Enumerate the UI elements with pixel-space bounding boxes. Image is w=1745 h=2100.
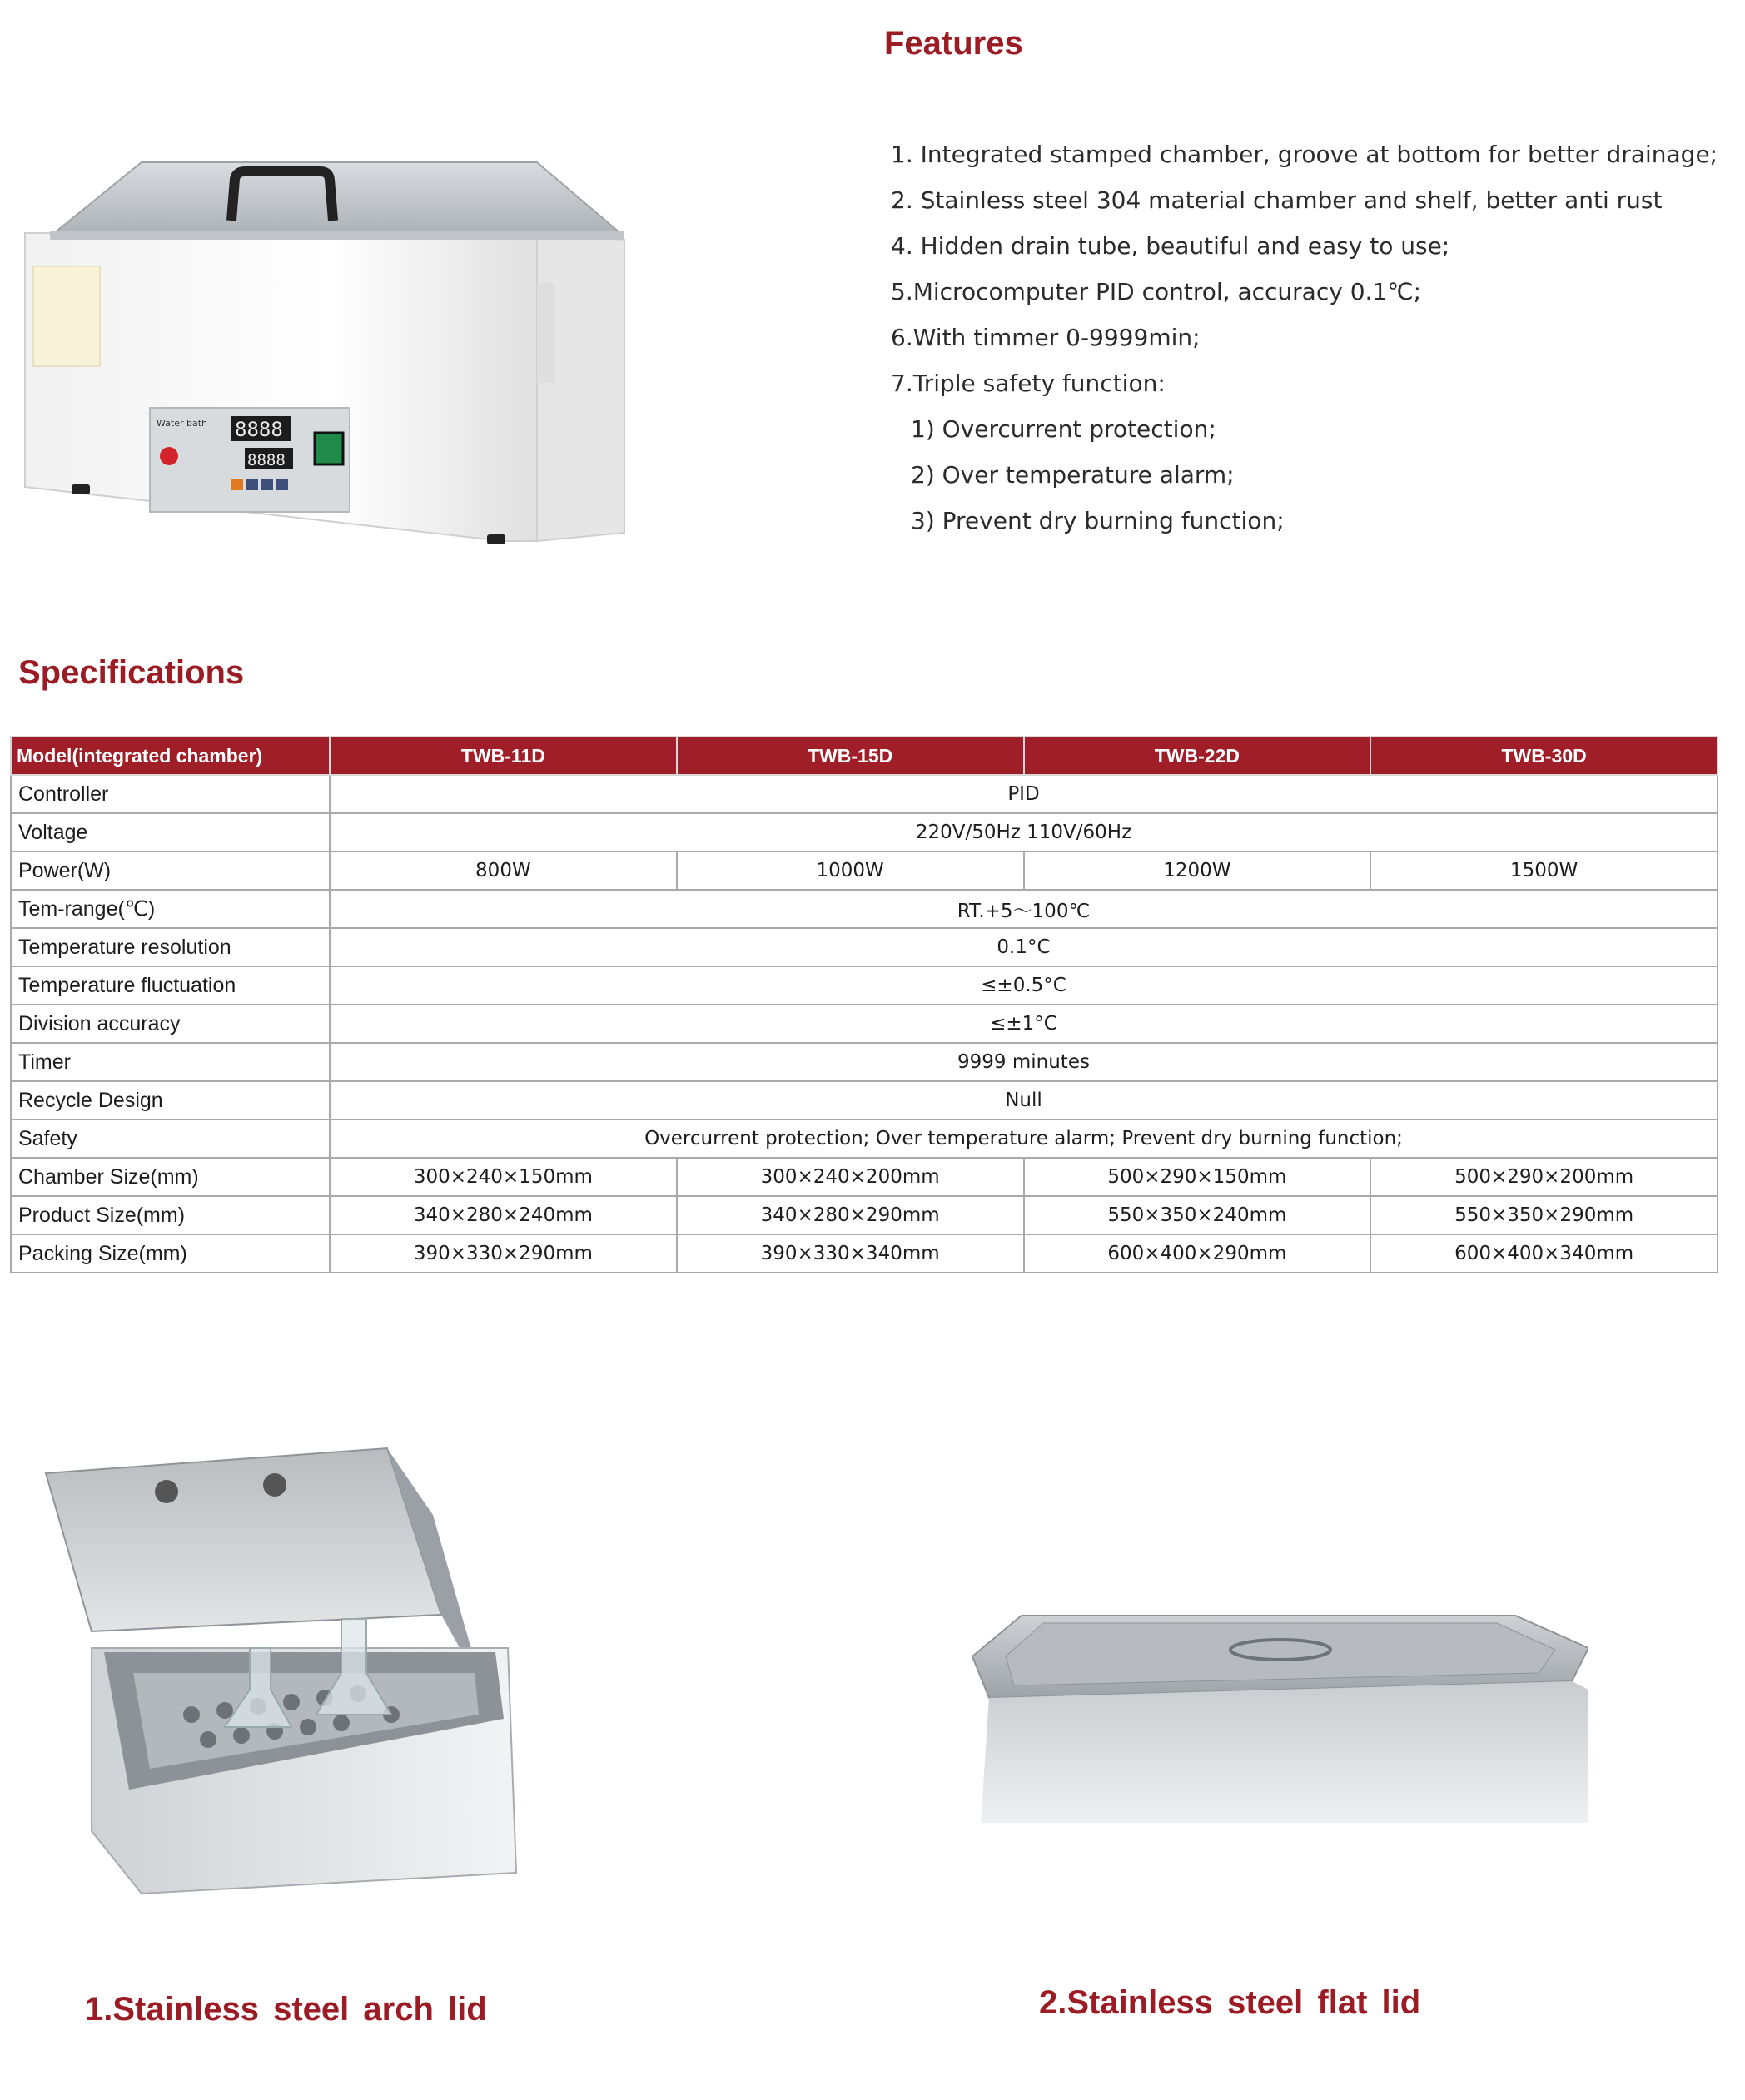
table-row <box>11 1158 1718 1196</box>
header-cell: Model(integrated chamber) <box>11 737 330 775</box>
feature-item: 2. Stainless steel 304 material chamber and shelf, better anti rust <box>891 186 1663 214</box>
row-value: Null <box>330 1081 1718 1120</box>
row-value: ≤±0.5°C <box>330 966 1718 1005</box>
row-value: 300×240×200mm <box>677 1158 1024 1196</box>
row-value: 220V/50Hz 110V/60Hz <box>330 813 1718 851</box>
down-key-icon <box>261 479 273 490</box>
row-label: Controller <box>11 775 330 813</box>
table-row <box>11 966 1718 1005</box>
caption-flat-lid: 2.Stainless steel flat lid <box>1039 1984 1421 2021</box>
display-bottom: 8888 <box>247 451 286 469</box>
row-value: 600×400×290mm <box>1024 1234 1371 1273</box>
feature-item: 5.Microcomputer PID control, accuracy 0.1℃; <box>891 278 1422 305</box>
row-value: 0.1°C <box>330 928 1718 966</box>
specifications-title: Specifications <box>18 654 245 691</box>
table-row <box>11 813 1718 851</box>
row-label: Recycle Design <box>11 1081 330 1120</box>
header-cell: TWB-30D <box>1370 737 1718 775</box>
specifications-table <box>10 736 1718 1273</box>
header-cell: TWB-15D <box>677 737 1024 775</box>
shift-key-icon <box>246 479 258 490</box>
row-label: Timer <box>11 1043 330 1081</box>
feature-item: 4. Hidden drain tube, beautiful and easy to use; <box>891 232 1450 260</box>
row-value: 1000W <box>677 851 1024 890</box>
row-label: Packing Size(mm) <box>11 1234 330 1273</box>
features-title: Features <box>884 25 1023 62</box>
row-label: Division accuracy <box>11 1005 330 1043</box>
vent-icon <box>155 1480 178 1503</box>
table-row <box>11 775 1718 813</box>
row-value: 800W <box>330 851 677 890</box>
row-label: Power(W) <box>11 851 330 890</box>
power-knob-icon <box>160 447 178 465</box>
arch-lid-photo <box>42 1440 524 1906</box>
row-label: Product Size(mm) <box>11 1196 330 1234</box>
row-value: 600×400×340mm <box>1370 1234 1718 1273</box>
row-value: 390×330×340mm <box>677 1234 1024 1273</box>
row-value: 9999 minutes <box>330 1043 1718 1081</box>
row-value: 340×280×240mm <box>330 1196 677 1234</box>
water-bath-photo <box>17 141 633 558</box>
table-header-row <box>11 737 1718 775</box>
row-value: 500×290×200mm <box>1370 1158 1718 1196</box>
table-row <box>11 890 1718 928</box>
panel-label: Water bath <box>157 418 208 429</box>
row-value: RT.+5～100℃ <box>330 890 1718 928</box>
feature-item: 7.Triple safety function: <box>891 370 1166 397</box>
row-value: 1500W <box>1370 851 1718 890</box>
header-cell: TWB-22D <box>1024 737 1371 775</box>
row-value: PID <box>330 775 1718 813</box>
caption-arch-lid: 1.Stainless steel arch lid <box>85 1991 487 2028</box>
flat-lid-photo <box>972 1615 1588 1823</box>
header-cell: TWB-11D <box>330 737 677 775</box>
row-label: Chamber Size(mm) <box>11 1158 330 1196</box>
table-row <box>11 1081 1718 1120</box>
row-value: 550×350×290mm <box>1370 1196 1718 1234</box>
row-value: ≤±1°C <box>330 1005 1718 1043</box>
vent-icon <box>263 1473 286 1497</box>
row-label: Tem-range(℃) <box>11 890 330 928</box>
row-value: 1200W <box>1024 851 1371 890</box>
display-top: 8888 <box>235 418 283 441</box>
row-value: 300×240×150mm <box>330 1158 677 1196</box>
row-label: Voltage <box>11 813 330 851</box>
features-list <box>891 132 1718 544</box>
row-label: Temperature resolution <box>11 928 330 966</box>
set-key-icon <box>231 479 243 490</box>
feature-item: 1. Integrated stamped chamber, groove at bottom for better drainage; <box>891 141 1718 168</box>
row-value: 390×330×290mm <box>330 1234 677 1273</box>
power-switch-icon <box>315 433 343 464</box>
row-value: 340×280×290mm <box>677 1196 1024 1234</box>
feature-sub-item: 3) Prevent dry burning function; <box>911 507 1285 534</box>
table-row <box>11 1120 1718 1158</box>
row-value: 550×350×240mm <box>1024 1196 1371 1234</box>
feature-sub-item: 2) Over temperature alarm; <box>911 461 1235 489</box>
row-value: 500×290×150mm <box>1024 1158 1371 1196</box>
row-value: Overcurrent protection; Over temperature alarm; Prevent dry burning function; <box>330 1120 1718 1158</box>
row-label: Temperature fluctuation <box>11 966 330 1005</box>
table-row <box>11 928 1718 966</box>
table-row <box>11 1043 1718 1081</box>
up-key-icon <box>276 479 288 490</box>
table-row <box>11 1234 1718 1273</box>
table-row <box>11 1005 1718 1043</box>
feature-item: 6.With timmer 0-9999min; <box>891 324 1201 351</box>
table-row <box>11 1196 1718 1234</box>
row-label: Safety <box>11 1120 330 1158</box>
table-row <box>11 851 1718 890</box>
feature-sub-item: 1) Overcurrent protection; <box>911 415 1216 443</box>
